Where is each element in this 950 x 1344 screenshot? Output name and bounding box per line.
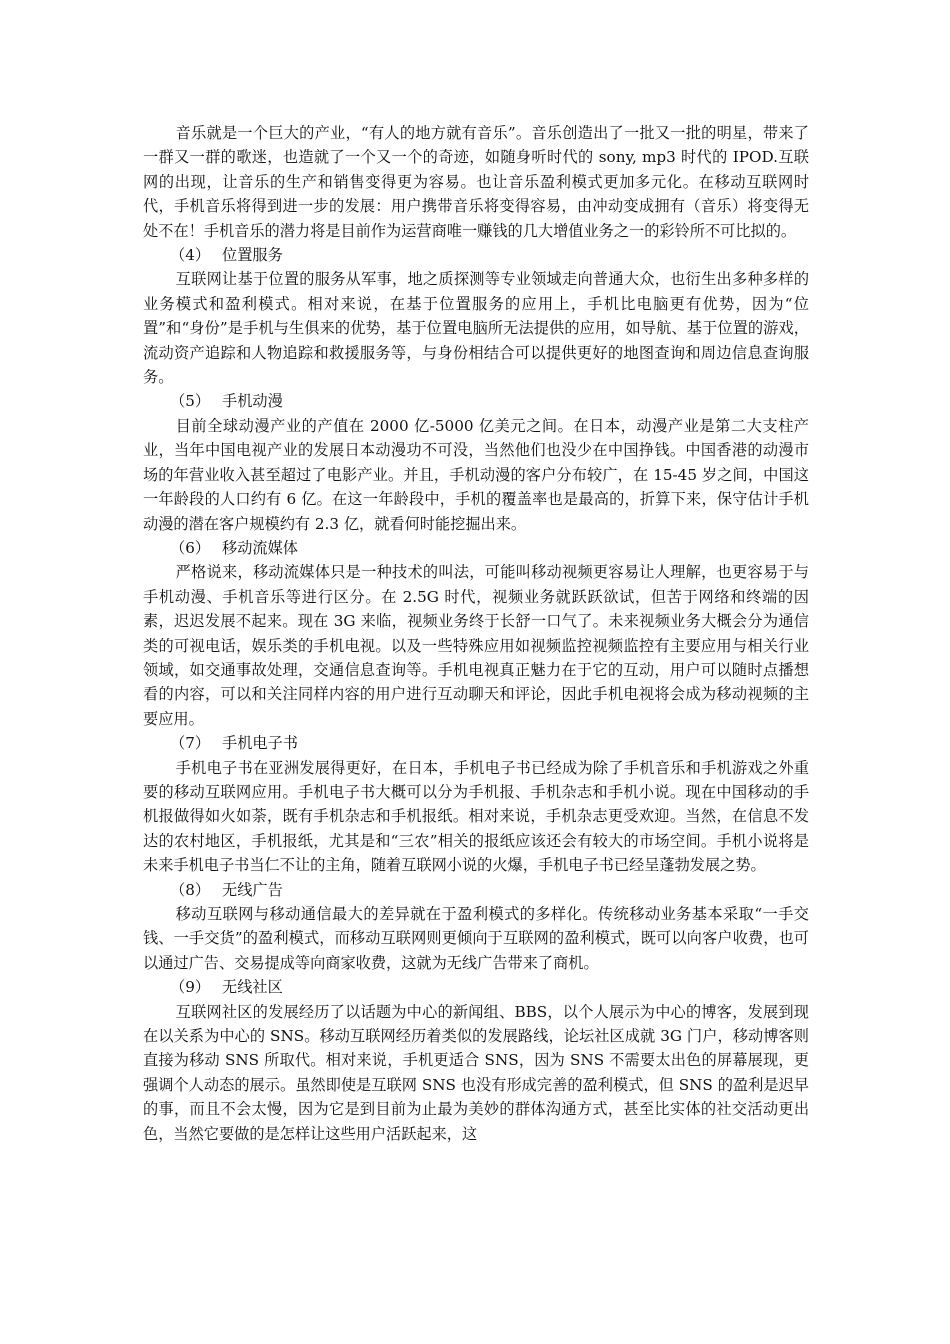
heading-title: 手机电子书 bbox=[222, 734, 298, 753]
heading-mobile-streaming bbox=[143, 536, 809, 560]
paragraph-location-service: 互联网让基于位置的服务从军事，地之质探测等专业领域走向普通大众，也衍生出多种多样的业务模式和盈利模式。相对来说，在基于位置服务的应用上，手机比电脑更有优势，因为“位置”和“身份”是手机与生俱来的优势，基于位置电脑所无法提供的应用，如导航、基于位置的游戏，流动资产追踪和人物追踪和救援服务等，与身份相结合可以提供更好的地图查询和周边信息查询服务。 bbox=[143, 270, 809, 387]
document-body bbox=[143, 121, 809, 1146]
heading-title: 手机动漫 bbox=[222, 392, 283, 411]
heading-number: （7） bbox=[170, 734, 211, 753]
paragraph-music: 音乐就是一个巨大的产业，“有人的地方就有音乐”。音乐创造出了一批又一批的明星，带来了一群又一群的歌迷，也造就了一个又一个的奇迹，如随身听时代的 sony, mp3 时代的 IPOD.互联网的出现，让音乐的生产和销售变得更为容易。也让音乐盈利模式更加多元化。在移动互联网时代，手机音乐将得到进一步的发展：用户携带音乐将变得容易，由冲动变成拥有（音乐）将变得无处不在！手机音乐的潜力将是目前作为运营商唯一赚钱的几大增值业务之一的彩铃所不可比拟的。 bbox=[143, 124, 809, 240]
heading-wireless-community bbox=[143, 975, 809, 999]
heading-wireless-ads bbox=[143, 878, 809, 902]
paragraph-mobile-streaming: 严格说来，移动流媒体只是一种技术的叫法，可能叫移动视频更容易让人理解，也更容易于与手机动漫、手机音乐等进行区分。在 2.5G 时代，视频业务就跃跃欲试，但苦于网络和终端的因素，迟迟发展不起来。现在 3G 来临，视频业务终于长舒一口气了。未来视频业务大概会分为通信类的可视电话，娱乐类的手机电视。以及一些特殊应用如视频监控视频监控有主要应用与相关行业领域，如交通事故处理，交通信息查询等。手机电视真正魅力在于它的互动，用户可以随时点播想看的内容，可以和关注同样内容的用户进行互动聊天和评论，因此手机电视将会成为移动视频的主要应用。 bbox=[143, 563, 809, 728]
paragraph-wireless-community: 互联网社区的发展经历了以话题为中心的新闻组、BBS，以个人展示为中心的博客，发展到现在以关系为中心的 SNS。移动互联网经历着类似的发展路线，论坛社区成就 3G 门户，移动博客则直接为移动 SNS 所取代。相对来说，手机更适合 SNS，因为 SNS 不需要太出色的屏幕展现，更强调个人动态的展示。虽然即使是互联网 SNS 也没有形成完善的盈利模式，但 SNS 的盈利是迟早的事，而且不会太慢，因为它是到目前为止最为美妙的群体沟通方式，甚至比实体的社交活动更出色，当然它要做的是怎样让这些用户活跃起来，这 bbox=[143, 1002, 809, 1143]
heading-title: 位置服务 bbox=[222, 246, 283, 265]
heading-mobile-ebook bbox=[143, 731, 809, 755]
heading-number: （9） bbox=[170, 978, 211, 997]
paragraph-mobile-animation: 目前全球动漫产业的产值在 2000 亿-5000 亿美元之间。在日本，动漫产业是第二大支柱产业，当年中国电视产业的发展日本动漫功不可没，当然他们也没少在中国挣钱。中国香港的动漫市场的年营业收入甚至超过了电影产业。并且，手机动漫的客户分布较广，在 15-45 岁之间，中国这一年龄段的人口约有 6 亿。在这一年龄段中，手机的覆盖率也是最高的，折算下来，保守估计手机动漫的潜在客户规模约有 2.3 亿，就看何时能挖掘出来。 bbox=[143, 416, 809, 533]
heading-number: （4） bbox=[170, 246, 211, 265]
heading-number: （5） bbox=[170, 392, 211, 411]
heading-mobile-animation bbox=[143, 389, 809, 413]
heading-number: （6） bbox=[170, 538, 211, 557]
heading-title: 无线社区 bbox=[222, 978, 283, 997]
paragraph-mobile-ebook: 手机电子书在亚洲发展得更好，在日本，手机电子书已经成为除了手机音乐和手机游戏之外重要的移动互联网应用。手机电子书大概可以分为手机报、手机杂志和手机小说。现在中国移动的手机报做得如火如荼，既有手机杂志和手机报纸。相对来说，手机杂志更受欢迎。当然，在信息不发达的农村地区，手机报纸，尤其是和“三农”相关的报纸应该还会有较大的市场空间。手机小说将是未来手机电子书当仁不让的主角，随着互联网小说的火爆，手机电子书已经呈蓬勃发展之势。 bbox=[143, 758, 809, 875]
heading-number: （8） bbox=[170, 880, 211, 899]
paragraph-wireless-ads: 移动互联网与移动通信最大的差异就在于盈利模式的多样化。传统移动业务基本采取“一手交钱、一手交货”的盈利模式，而移动互联网则更倾向于互联网的盈利模式，既可以向客户收费，也可以通过广告、交易提成等向商家收费，这就为无线广告带来了商机。 bbox=[143, 905, 809, 972]
heading-title: 移动流媒体 bbox=[222, 538, 298, 557]
heading-location-service bbox=[143, 243, 809, 267]
heading-title: 无线广告 bbox=[222, 880, 283, 899]
